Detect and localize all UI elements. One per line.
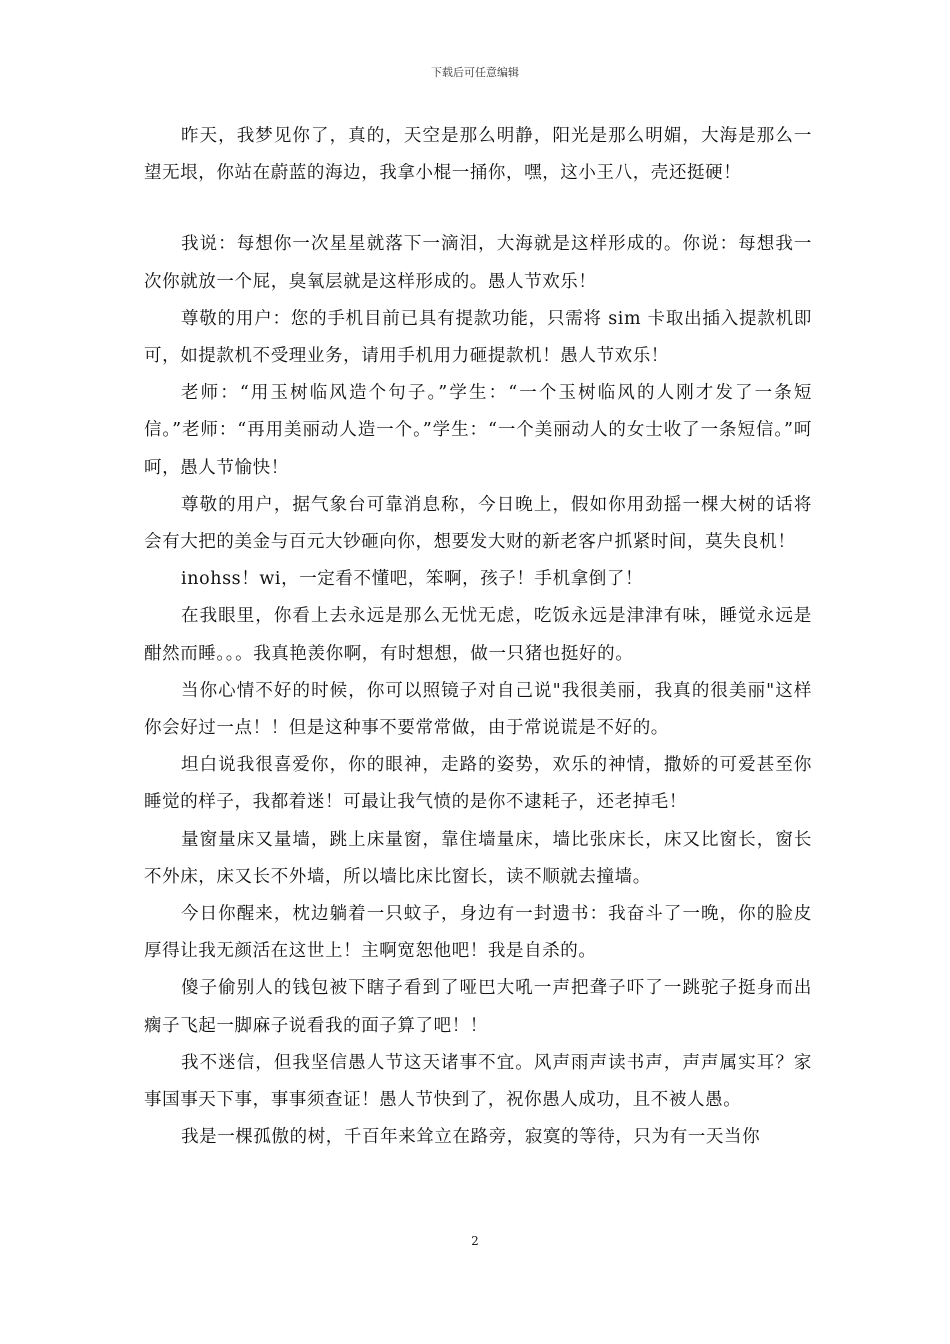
paragraph: 当你心情不好的时候，你可以照镜子对自己说"我很美丽，我真的很美丽"这样你会好过一点！！但是这种事不要常常做，由于常说谎是不好的。 bbox=[144, 680, 812, 739]
paragraph: 老师：“用玉树临风造个句子。”学生：“一个玉树临风的人刚才发了一条短信。”老师：“再用美丽动人造一个。”学生：“一个美丽动人的女士收了一条短信。”呵呵，愚人节愉快！ bbox=[144, 383, 812, 478]
paragraph: 尊敬的用户：您的手机目前已具有提款功能，只需将 sim 卡取出插入提款机即可，如提款机不受理业务，请用手机用力砸提款机！愚人节欢乐！ bbox=[144, 308, 812, 367]
paragraph: 我不迷信，但我坚信愚人节这天诸事不宜。风声雨声读书声，声声属实耳？家事国事天下事，事事须查证！愚人节快到了，祝你愚人成功，且不被人愚。 bbox=[144, 1052, 812, 1111]
paragraph: 尊敬的用户，据气象台可靠消息称，今日晚上，假如你用劲摇一棵大树的话将会有大把的美金与百元大钞砸向你，想要发大财的新老客户抓紧时间，莫失良机！ bbox=[144, 494, 812, 553]
paragraph: 昨天，我梦见你了，真的，天空是那么明静，阳光是那么明媚，大海是那么一望无垠，你站在蔚蓝的海边，我拿小棍一捅你，嘿，这小王八，壳还挺硬！ bbox=[144, 126, 812, 184]
page-number: 2 bbox=[471, 1234, 479, 1248]
paragraph: 坦白说我很喜爱你，你的眼神，走路的姿势，欢乐的神情，撒娇的可爱甚至你睡觉的样子，我都着迷！可最让我气愤的是你不逮耗子，还老掉毛！ bbox=[144, 755, 812, 813]
paragraph: 量窗量床又量墙，跳上床量窗，靠住墙量床，墙比张床长，床又比窗长，窗长不外床，床又长不外墙，所以墙比床比窗长，读不顺就去撞墙。 bbox=[144, 829, 812, 887]
document-body bbox=[144, 118, 812, 1156]
paragraph: 今日你醒来，枕边躺着一只蚊子，身边有一封遗书：我奋斗了一晚，你的脸皮厚得让我无颜活在这世上！主啊宽恕他吧！我是自杀的。 bbox=[144, 904, 812, 962]
paragraph: 在我眼里，你看上去永远是那么无忧无虑，吃饭永远是津津有味，睡觉永远是酣然而睡。。。我真艳羡你啊，有时想想，做一只猪也挺好的。 bbox=[144, 606, 812, 664]
paragraph: 我说：每想你一次星星就落下一滴泪，大海就是这样形成的。你说：每想我一次你就放一个屁，臭氧层就是这样形成的。愚人节欢乐！ bbox=[144, 234, 812, 292]
page-header: 下载后可任意编辑 bbox=[431, 66, 519, 79]
paragraph: 傻子偷别人的钱包被下瞎子看到了哑巴大吼一声把聋子吓了一跳驼子挺身而出瘸子飞起一脚麻子说看我的面子算了吧！！ bbox=[144, 978, 812, 1036]
paragraph: 我是一棵孤傲的树，千百年来耸立在路旁，寂寞的等待，只为有一天当你 bbox=[181, 1127, 761, 1148]
paragraph: inohss！wi，一定看不懂吧，笨啊，孩子！手机拿倒了！ bbox=[181, 569, 644, 590]
